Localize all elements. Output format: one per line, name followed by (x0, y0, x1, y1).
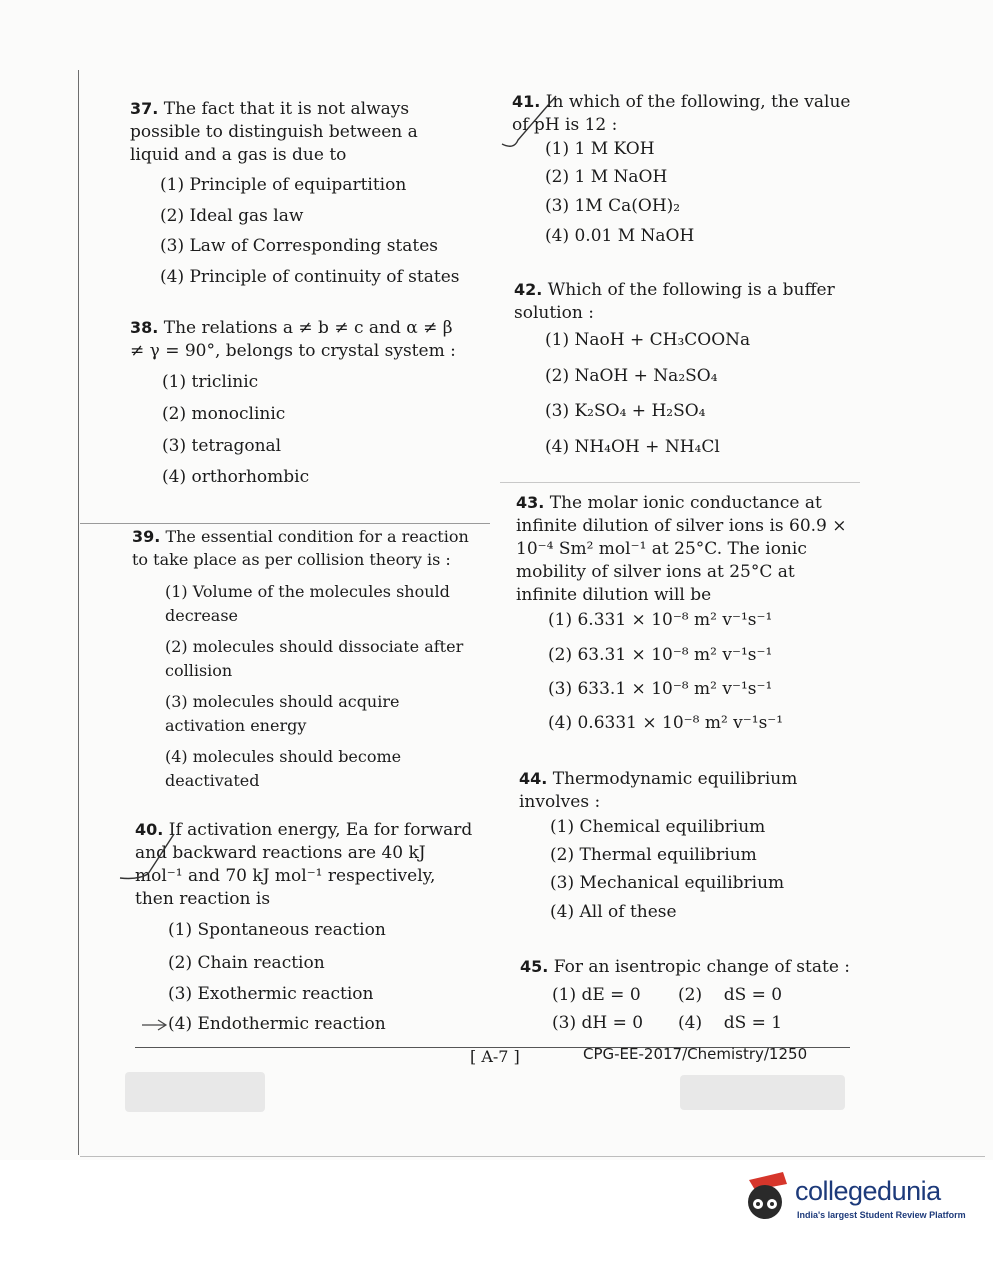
option: (2) molecules should dissociate after collision (165, 637, 464, 680)
question-stem: If activation energy, Ea for forward and backward reactions are 40 kJ mol⁻¹ and 70 kJ mol⁻¹ respectively, then reaction is (135, 820, 473, 909)
question-40: 40. If activation energy, Ea for forward and backward reactions are 40 kJ mol⁻¹ and 70 kJ mol⁻¹ respectively, then reaction is (135, 820, 473, 909)
question-stem: The essential condition for a reaction to take place as per collision theory is : (132, 527, 469, 569)
option: (3) Exothermic reaction (168, 984, 374, 1004)
question-45: 45. For an isentropic change of state : (520, 957, 851, 977)
question-41: 41. In which of the following, the value of pH is 12 : (512, 92, 851, 135)
option: (3) 1M Ca(OH)₂ (545, 196, 681, 216)
logo-tagline: India's largest Student Review Platform (797, 1210, 966, 1220)
option: (2) dS = 0 (678, 985, 783, 1005)
question-44: 44. Thermodynamic equilibrium involves : (519, 769, 798, 812)
option: (4) Endothermic reaction (168, 1014, 386, 1034)
option: (4) molecules should become deactivated (165, 747, 402, 790)
option: (4) 0.6331 × 10⁻⁸ m² v⁻¹s⁻¹ (548, 713, 784, 733)
answer-arrow-icon (140, 1018, 170, 1032)
checkmark-icon (118, 830, 178, 885)
page-number: [ A-7 ] (470, 1047, 520, 1066)
option: (4) 0.01 M NaOH (545, 226, 695, 246)
scan-smudge (125, 1072, 265, 1112)
option: (4) NH₄OH + NH₄Cl (545, 437, 720, 457)
option: (1) Volume of the molecules should decrease (165, 582, 450, 625)
question-stem: The molar ionic conductance at infinite dilution of silver ions is 60.9 × 10⁻⁴ Sm² mol⁻¹ at 25°C. The ionic mobility of silver ions at 25°C at infinite dilution will be (516, 493, 847, 605)
option: (1) Spontaneous reaction (168, 920, 386, 940)
scan-edge (80, 1156, 985, 1157)
option: (1) NaoH + CH₃COONa (545, 330, 751, 350)
left-margin-line (78, 70, 79, 1155)
option: (1) 6.331 × 10⁻⁸ m² v⁻¹s⁻¹ (548, 610, 773, 630)
option: (2) 1 M NaOH (545, 167, 668, 187)
question-stem: The fact that it is not always possible to distinguish between a liquid and a gas is due to (130, 99, 418, 165)
option: (2) Thermal equilibrium (550, 845, 757, 865)
option: (3) dH = 0 (552, 1013, 644, 1033)
question-stem: In which of the following, the value of pH is 12 : (512, 92, 851, 135)
divider (80, 523, 490, 524)
option: (1) Chemical equilibrium (550, 817, 766, 837)
option: (2) 63.31 × 10⁻⁸ m² v⁻¹s⁻¹ (548, 645, 773, 665)
paper-code: CPG-EE-2017/Chemistry/1250 (583, 1045, 808, 1063)
question-stem: The relations a ≠ b ≠ c and α ≠ β ≠ γ = 90°, belongs to crystal system : (130, 318, 456, 361)
option: (1) Principle of equipartition (160, 175, 407, 195)
option: (4) dS = 1 (678, 1013, 783, 1033)
option: (1) 1 M KOH (545, 139, 655, 159)
question-42: 42. Which of the following is a buffer solution : (514, 280, 835, 323)
option: (2) Ideal gas law (160, 206, 304, 226)
question-stem: Thermodynamic equilibrium involves : (519, 769, 798, 812)
mascot-logo-icon (735, 1168, 793, 1226)
option: (3) Mechanical equilibrium (550, 873, 785, 893)
option: (3) Law of Corresponding states (160, 236, 439, 256)
question-37: 37. The fact that it is not always possible to distinguish between a liquid and a gas is due to (130, 99, 418, 165)
option: (2) Chain reaction (168, 953, 325, 973)
question-stem: For an isentropic change of state : (553, 957, 851, 977)
option: (2) NaOH + Na₂SO₄ (545, 366, 718, 386)
question-38: 38. The relations a ≠ b ≠ c and α ≠ β ≠ γ = 90°, belongs to crystal system : (130, 318, 456, 361)
option: (4) Principle of continuity of states (160, 267, 460, 287)
option: (3) molecules should acquire activation energy (165, 692, 400, 735)
option: (3) 633.1 × 10⁻⁸ m² v⁻¹s⁻¹ (548, 679, 773, 699)
option: (3) tetragonal (162, 436, 282, 456)
scan-smudge (680, 1075, 845, 1110)
collegedunia-logo[interactable] (735, 1168, 965, 1228)
option: (4) orthorhombic (162, 467, 310, 487)
option: (3) K₂SO₄ + H₂SO₄ (545, 401, 706, 421)
question-stem: Which of the following is a buffer solution : (514, 280, 835, 323)
logo-name: collegedunia (795, 1176, 941, 1206)
question-43: 43. The molar ionic conductance at infinite dilution of silver ions is 60.9 × 10⁻⁴ Sm² mol⁻¹ at 25°C. The ionic mobility of silver ions at 25°C at infinite dilution will be (516, 493, 847, 605)
option: (1) triclinic (162, 372, 259, 392)
option: (2) monoclinic (162, 404, 286, 424)
divider (500, 482, 860, 483)
option: (4) All of these (550, 902, 677, 922)
question-39: 39. The essential condition for a reaction to take place as per collision theory is : (132, 527, 469, 569)
option: (1) dE = 0 (552, 985, 641, 1005)
